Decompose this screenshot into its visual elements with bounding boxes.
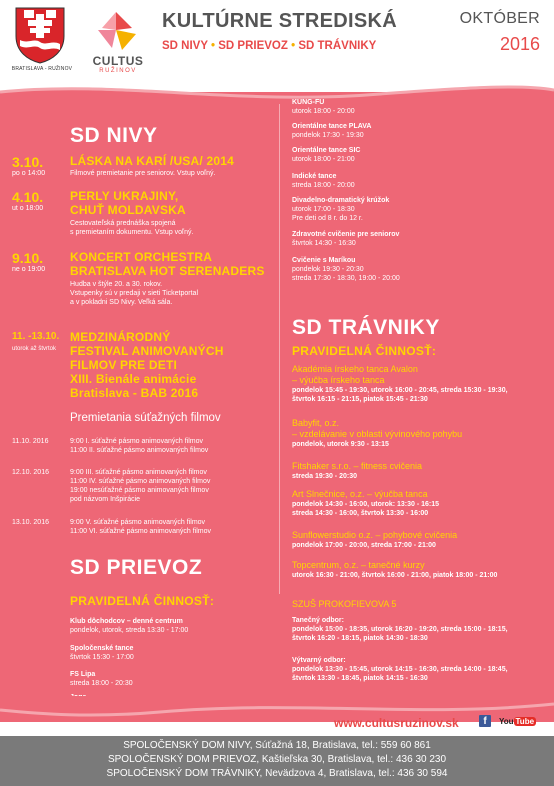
event-date: 11. -13.10. bbox=[12, 331, 60, 342]
subtitle-bullet: • bbox=[291, 40, 296, 52]
szus-item: Tanečný odbor: pondelok 15:00 - 18:35, utorok 16:20 - 19:20, streda 15:00 - 18:15, štvrtok 16:20 - 18:15, piatok 14:30 - 18:30 bbox=[292, 617, 508, 642]
activity-item: Art Slnečnice, o.z. – výučba tanca pondelok 14:30 - 16:00, utorok: 13:30 - 16:15 streda 14:30 - 16:00, štvrtok 13:30 - 16:00 bbox=[292, 489, 440, 517]
event-date: 3.10. bbox=[12, 154, 44, 170]
premiere-lines: 9:00 V. súťažné pásmo animovaných filmov 11:00 VI. súťažné pásmo animovaných filmov bbox=[70, 519, 212, 535]
event-item bbox=[12, 154, 277, 184]
cultus-logo-icon bbox=[92, 10, 140, 52]
event-title: LÁSKA NA KARÍ /USA/ 2014 bbox=[70, 154, 234, 168]
premiere-title: Premietania súťažných filmov bbox=[70, 412, 221, 424]
activity-item: Akadémia írskeho tanca Avalon – výučba írskeho tanca pondelok 15:45 - 19:30, utorok 16:00 - 20:45, streda 15:30 - 19:30, štvrtok 16:15 - 21:15, piatok 15:45 - 21:30 bbox=[292, 364, 508, 403]
page-title: KULTÚRNE STREDISKÁ bbox=[162, 10, 398, 32]
subtitle-prievoz: SD PRIEVOZ bbox=[218, 40, 288, 52]
cultus-sub: RUŽINOV bbox=[99, 68, 137, 74]
activity-item: KUNG-FU utorok 18:00 - 20:00 bbox=[292, 99, 355, 115]
address-prievoz: SPOLOČENSKÝ DOM PRIEVOZ, Kaštieľska 30, Bratislava, tel.: 436 30 230 bbox=[107, 754, 447, 765]
subtitle-travniky: SD TRÁVNIKY bbox=[298, 40, 377, 52]
premiere-date: 13.10. 2016 bbox=[12, 519, 49, 526]
section-title-nivy: SD NIVY bbox=[70, 124, 158, 147]
event-time: po o 14:00 bbox=[12, 170, 46, 177]
activity-item: Klub dôchodcov – denné centrum pondelok, utorok, streda 13:30 - 17:00 bbox=[70, 618, 189, 634]
szus-title: SZUŠ PROKOFIEVOVA 5 bbox=[292, 599, 397, 609]
website-link[interactable]: www.cultusruzinov.sk bbox=[334, 716, 459, 730]
footer-wave bbox=[0, 696, 554, 718]
youtube-icon[interactable]: You Tube bbox=[499, 717, 535, 726]
address-travniky: SPOLOČENSKÝ DOM TRÁVNIKY, Nevädzova 4, Bratislava, tel.: 436 30 594 bbox=[106, 768, 448, 779]
activity-item: Orientálne tance PLAVA pondelok 17:30 - 19:30 bbox=[292, 123, 372, 139]
column-divider bbox=[279, 104, 280, 594]
event-title: KONCERT ORCHESTRA BRATISLAVA HOT SERENADERS bbox=[70, 250, 265, 278]
activity-item: Spoločenské tance štvrtok 15:30 - 17:00 bbox=[70, 645, 134, 661]
event-title: MEDZINÁRODNÝ FESTIVAL ANIMOVANÝCH FILMOV PRE DETI XIII. Bienále animácie Bratislava - BAB 2016 bbox=[70, 330, 224, 400]
event-title: PERLY UKRAJINY, CHUŤ MOLDAVSKA bbox=[70, 189, 186, 217]
prievoz-subhead: PRAVIDELNÁ ČINNOSŤ: bbox=[70, 594, 215, 608]
event-date: 4.10. bbox=[12, 189, 44, 205]
premiere-lines: 9:00 III. súťažné pásmo animovaných filmov 11:00 IV. súťažné pásmo animovaných filmov 19:00 nesúťažné pásmo animovaných filmov pod názvom Inšpirácie bbox=[70, 469, 211, 503]
address-nivy: SPOLOČENSKÝ DOM NIVY, Súťažná 18, Bratislava, tel.: 559 60 861 bbox=[123, 740, 431, 751]
event-desc: Filmové premietanie pre seniorov. Vstup voľný. bbox=[70, 170, 216, 177]
subtitle-nivy: SD NIVY bbox=[162, 40, 208, 52]
event-time: ne o 19:00 bbox=[12, 266, 46, 273]
activity-item: Fitshaker s.r.o. – fitness cvičenia streda 19:30 - 20:30 bbox=[292, 461, 423, 480]
cultus-name: CULTUS bbox=[92, 54, 144, 68]
section-title-travniky: SD TRÁVNIKY bbox=[292, 316, 440, 339]
event-item bbox=[12, 250, 277, 318]
event-desc: Cestovateľská prednáška spojená s premietaním dokumentu. Vstup voľný. bbox=[70, 220, 194, 236]
activity-item: Topcentrum, o.z. – tanečné kurzy utorok 16:30 - 21:00, štvrtok 16:00 - 21:00, piatok 18:00 - 21:00 bbox=[292, 560, 498, 579]
section-title-prievoz: SD PRIEVOZ bbox=[70, 556, 203, 579]
coat-of-arms-icon bbox=[14, 6, 66, 64]
month: OKTÓBER bbox=[459, 10, 540, 27]
subtitle-bullet: • bbox=[211, 40, 216, 52]
activity-item: Zdravotné cvičenie pre seniorov štvrtok 14:30 - 16:30 bbox=[292, 231, 400, 247]
event-date: 9.10. bbox=[12, 250, 44, 266]
activity-item: Divadelno-dramatický krúžok utorok 17:00 - 18:30 Pre deti od 8 r. do 12 r. bbox=[292, 197, 390, 222]
activity-item: Indické tance streda 18:00 - 20:00 bbox=[292, 173, 355, 189]
page-subtitle bbox=[162, 40, 376, 52]
activity-item: FS Lipa streda 18:00 - 20:30 bbox=[70, 671, 133, 687]
year: 2016 bbox=[499, 34, 540, 54]
activity-item: Orientálne tance SIC utorok 18:00 - 21:00 bbox=[292, 147, 361, 163]
activity-item: Sunflowerstudio o.z. – pohybové cvičenia pondelok 17:00 - 20:00, streda 17:00 - 21:00 bbox=[292, 530, 458, 549]
activity-item: Babyfit, o.z. – vzdelávanie v oblasti vývinového pohybu pondelok, utorok 9:30 - 13:15 bbox=[292, 418, 463, 448]
event-time: ut o 18:00 bbox=[12, 205, 44, 212]
event-time: utorok až štvrtok bbox=[12, 346, 57, 352]
premiere-date: 11.10. 2016 bbox=[12, 438, 49, 445]
travniky-subhead: PRAVIDELNÁ ČINNOSŤ: bbox=[292, 344, 437, 358]
event-item bbox=[12, 330, 277, 404]
facebook-icon[interactable]: f bbox=[479, 715, 491, 727]
szus-item: Výtvarný odbor: pondelok 13:30 - 15:45, utorok 14:15 - 16:30, streda 14:00 - 18:45, štvrtok 13:30 - 18:45, piatok 14:15 - 16:30 bbox=[292, 657, 508, 682]
activity-item: Cvičenie s Maríkou pondelok 19:30 - 20:30 streda 17:30 - 18:30, 19:00 - 20:00 bbox=[292, 257, 400, 282]
premiere-date: 12.10. 2016 bbox=[12, 469, 49, 476]
header-wave bbox=[0, 80, 554, 110]
premiere-lines: 9:00 I. súťažné pásmo animovaných filmov 11:00 II. súťažné pásmo animovaných filmov bbox=[70, 438, 209, 454]
event-item bbox=[12, 189, 277, 239]
coat-caption: BRATISLAVA - RUŽINOV bbox=[11, 66, 73, 72]
header bbox=[0, 0, 554, 92]
event-desc: Hudba v štýle 20. a 30. rokov. Vstupenky sú v predaji v sieti Ticketportal a v pokladni SD Nivy. Veľká sála. bbox=[70, 281, 199, 306]
